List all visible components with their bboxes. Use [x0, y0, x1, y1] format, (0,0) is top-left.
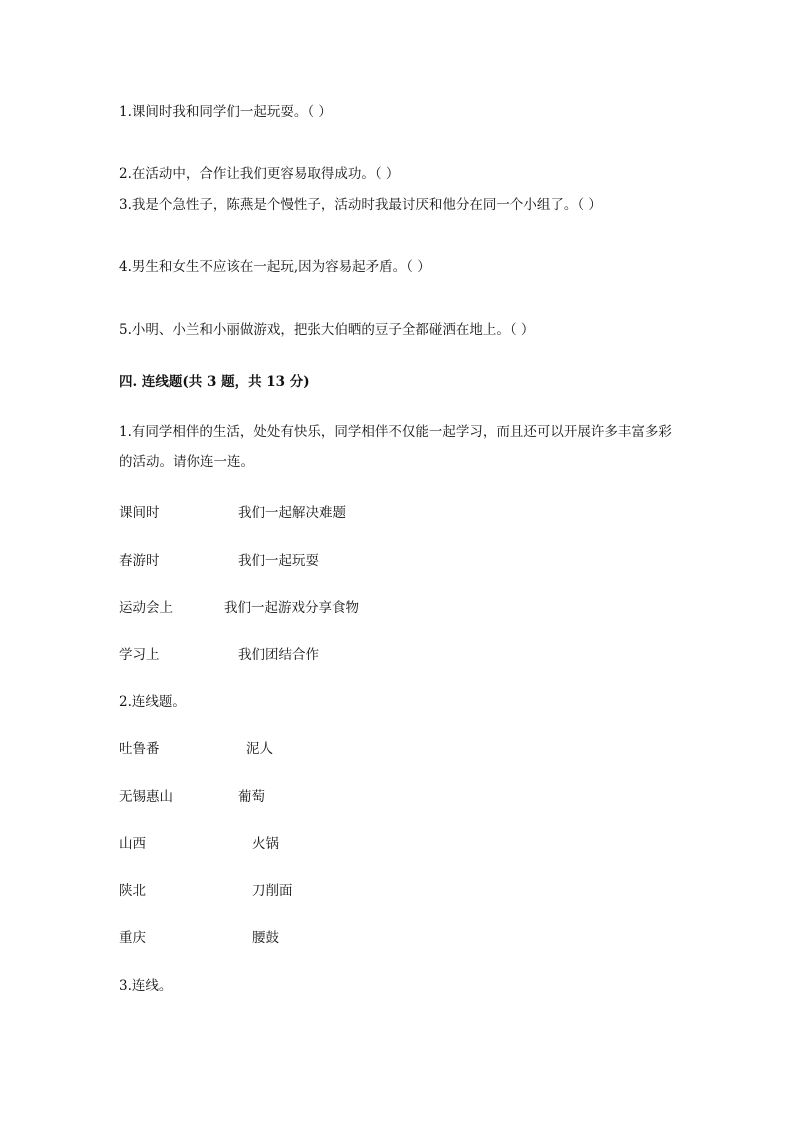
q1-left-item: 学习上 — [119, 647, 160, 663]
q1-right-item: 我们一起游戏分享食物 — [224, 600, 359, 616]
judgement-item-1: 1.课间时我和同学们一起玩耍。（ ） — [119, 104, 332, 120]
q2-right-item: 火锅 — [252, 836, 279, 852]
q2-left-item: 山西 — [119, 836, 146, 852]
q2-right-item: 葡萄 — [238, 789, 265, 805]
q1-left-item: 运动会上 — [119, 600, 173, 616]
q1-right-item: 我们一起玩耍 — [238, 553, 319, 569]
q2-right-item: 泥人 — [246, 741, 273, 757]
q2-left-item: 吐鲁番 — [119, 741, 160, 757]
q1-left-item: 课间时 — [119, 505, 160, 521]
q1-left-item: 春游时 — [119, 553, 160, 569]
q2-left-item: 重庆 — [119, 930, 146, 946]
judgement-item-2: 2.在活动中，合作让我们更容易取得成功。（ ） — [119, 166, 400, 182]
q1-right-item: 我们一起解决难题 — [238, 505, 346, 521]
judgement-item-5: 5.小明、小兰和小丽做游戏，把张大伯晒的豆子全都碰洒在地上。（ ） — [119, 322, 535, 338]
q1-right-item: 我们团结合作 — [238, 647, 319, 663]
question-1-text: 1.有同学相伴的生活，处处有快乐，同学相伴不仅能一起学习，而且还可以开展许多丰富多彩的活动。请你连一连。 — [119, 424, 672, 470]
q2-right-item: 刀削面 — [252, 883, 293, 899]
question-2-text: 2.连线题。 — [119, 694, 186, 710]
question-3-text: 3.连线。 — [119, 978, 173, 994]
judgement-item-4: 4.男生和女生不应该在一起玩,因为容易起矛盾。（ ） — [119, 259, 431, 275]
q2-left-item: 陕北 — [119, 883, 146, 899]
q2-right-item: 腰鼓 — [252, 930, 279, 946]
q2-left-item: 无锡惠山 — [119, 789, 173, 805]
judgement-item-3: 3.我是个急性子，陈燕是个慢性子，活动时我最讨厌和他分在同一个小组了。（ ） — [119, 197, 602, 213]
section-heading: 四. 连线题(共 3 题，共 13 分) — [119, 374, 310, 390]
